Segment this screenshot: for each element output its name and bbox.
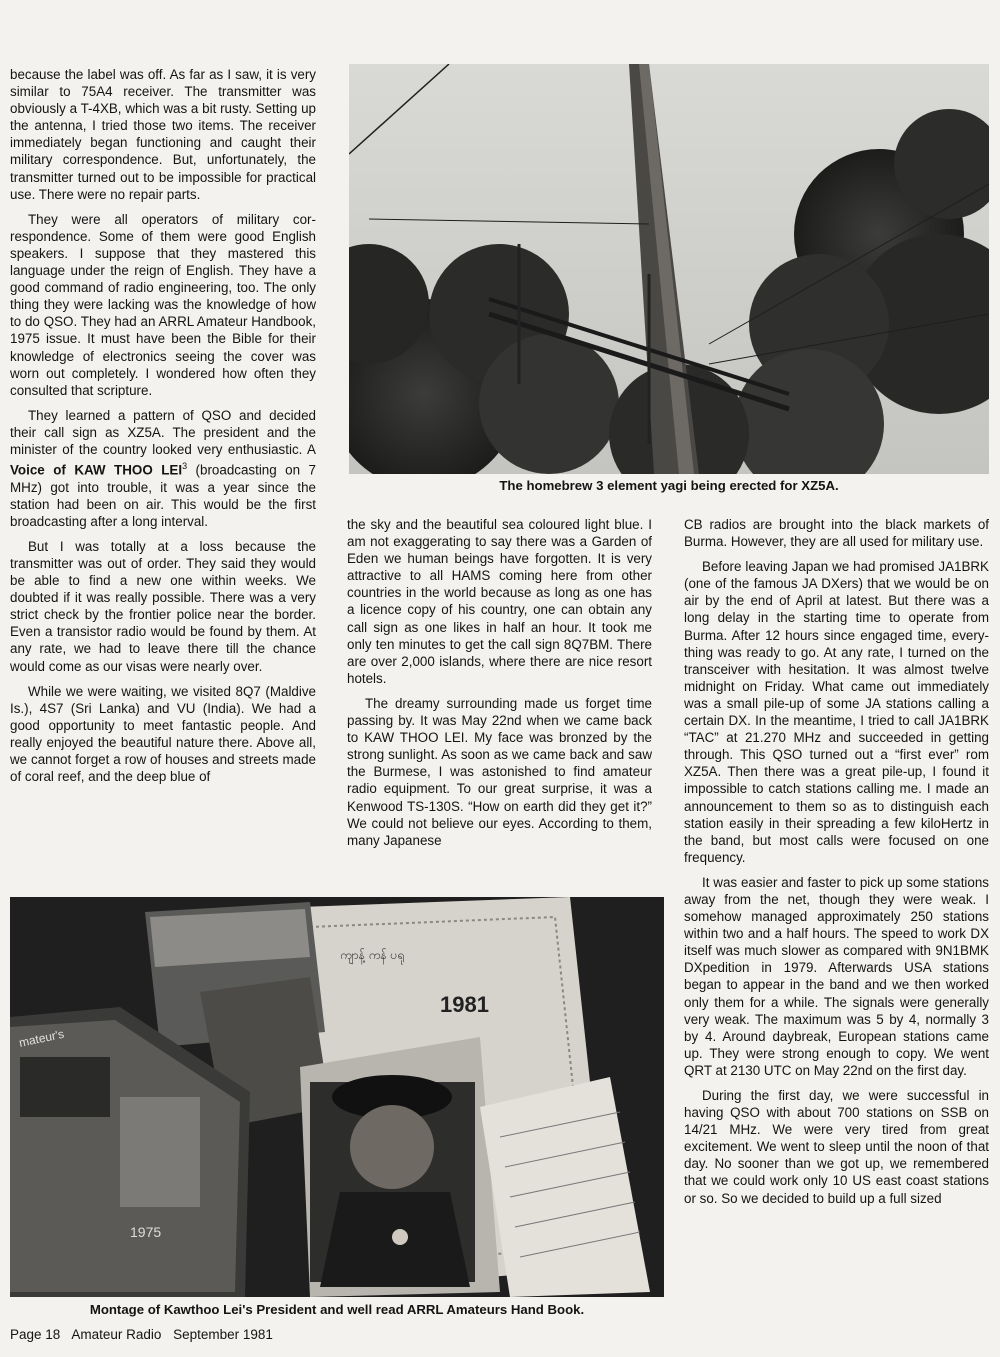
paragraph: During the first day, we were successful in having QSO with about 700 stations on SSB on 14/21 MHz. We were very tired from great excitement. We went to sleep until the noon of that day. No sooner than we got up, we remembered that we could work only 10 US east coast stations or so. So we decided to build up a full sized [684,1088,989,1206]
montage-photo [10,897,664,1297]
paragraph: While we were waiting, we visited 8Q7 (Maldive Is.), 4S7 (Sri Lanka) and VU (India). We had a good opportunity to meet fantastic people. And really enjoyed the beautiful nature there. Above all, we cannot forget a row of houses and streets made of coral reef, and the deep blue of [10,683,316,785]
montage-photo-caption: Montage of Kawthoo Lei's President and well read ARRL Amateurs Hand Book. [89,1302,585,1317]
page-footer [10,1327,281,1342]
text-span: (broadcasting on 7 MHz) got into trouble, it was a year since the station had been on air. This would be the first broadcasting after a long interval. [10,462,316,529]
paragraph: They were all operators of military correspondence. Some of them were good English speakers. I suppose that they mastered this language under the reign of English. They have a good command of radio engineering, too. The only thing they were lacking was the knowledge of how to do QSO. They had an ARRL Amateur Handbook, 1975 issue. It must have been the Bible for their knowledge of electronics seeing the cover was worn out completely. I wondered how often they consulted that scripture. [10,211,316,398]
paragraph: the sky and the beautiful sea coloured light blue. I am not exaggerating to say there was a Garden of Eden we human beings have forgotten. It is very attractive to all HAMS coming here from other countries in the world because as long as one has a licence copy of his country, one can obtain any call sign as one likes in half an hour. It took me only ten minutes to get the call sign 8Q7BM. There are over 2,000 islands, where there are nice resort hotels. [347,517,652,686]
bold-text: Voice of KAW THOO LEI [10,462,183,478]
magazine-name: Amateur Radio [71,1327,162,1342]
paragraph: Before leaving Japan we had promised JA1BRK (one of the famous JA DXers) that we would be on air by the end of April at latest. But there was a long delay in the starting time to operate from Burma. After 12 hours since engaged time, everything was ready to go. At any rate, I turned on the transceiver with hesitation. It was almost twelve midnight on Friday. What came out immediately was a small pile-up of some JA stations calling a certain DX. In the meantime, I tried to call JA1BRK “TAC” at 21.270 MHz and succeeded in getting through. This QSO turned out a “first ever” rom XZ5A. Then there was a great pile-up, I found it impossible to catch stations calling me. I made an announcement to them so as to distinguish each station easily in their spreading a few kiloHertz in the band, but most calls were focused on one frequency. [684,559,989,865]
calendar-year: 1981 [440,992,489,1017]
paragraph [10,407,316,530]
text-span: They learned a pattern of QSO and decided their call sign as XZ5A. The president and the minister of the country looked very enthusiastic. A [10,407,316,457]
svg-text:mateur's: mateur's [17,1026,66,1050]
issue-date: September 1981 [173,1327,273,1342]
paragraph: because the label was off. As far as I saw, it is very similar to 75A4 receiver. The transmitter was obviously a T-4XB, which was a bit rusty. Setting up the antenna, I tried those two items. The receiver immediately began functioning and caught their military correspondence. But, unfortunately, the transmitter turned out to be impossible for practical use. There were no repair parts. [10,67,316,202]
montage-photo-illustration [10,897,664,1297]
paragraph: It was easier and faster to pick up some stations away from the net, though they were weak. I somehow managed approximately 250 stations within two and a half hours. The speed to work DX itself was much slower as compared with 9N1BMK DXpedition in 1979. Afterwards USA stations began to appear in the band and we then worked only them for a while. The signals were generally very weak. The maximum was 5 by 4, normally 3 by 4. Around daybreak, European stations came up. They were strong enough to copy. We went QRT at 2130 UTC on May 22nd on the first day. [684,874,989,1078]
paragraph: But I was totally at a loss because the transmitter was out of order. They said they would be able to find a new one within weeks. We doubted if it was really possible. There was a very strict check by the frontier police near the border. Even a transistor radio would be found by them. At any rate, we had to leave there till the chance would come as our visas were nearly over. [10,538,316,674]
article-column-1 [10,66,316,890]
article-column-3 [684,516,989,1320]
book-year: 1975 [130,1224,162,1240]
yagi-photo-illustration [349,64,989,474]
yagi-antenna-photo [349,64,989,474]
paragraph: CB radios are brought into the black markets of Burma. However, they are all used for military use. [684,517,989,550]
yagi-photo-caption: The homebrew 3 element yagi being erected for XZ5A. [499,478,839,493]
footnote-ref: 3 [182,461,188,472]
page-number: Page 18 [10,1327,61,1342]
paragraph: The dreamy surrounding made us forget time passing by. It was May 22nd when we came back to KAW THOO LEI. My face was bronzed by the strong sunlight. As soon as we came back and saw the Burmese, I was astonished to find amateur radio equipment. To our great surprise, it was a Kenwood TS-130S. “How on earth did they get it?” We could not believe our eyes. According to them, many Japanese [347,695,652,848]
article-column-2 [347,516,652,892]
svg-text:ကျာန့် ကန် ပရု: ကျာန့် ကန် ပရု [340,948,405,962]
